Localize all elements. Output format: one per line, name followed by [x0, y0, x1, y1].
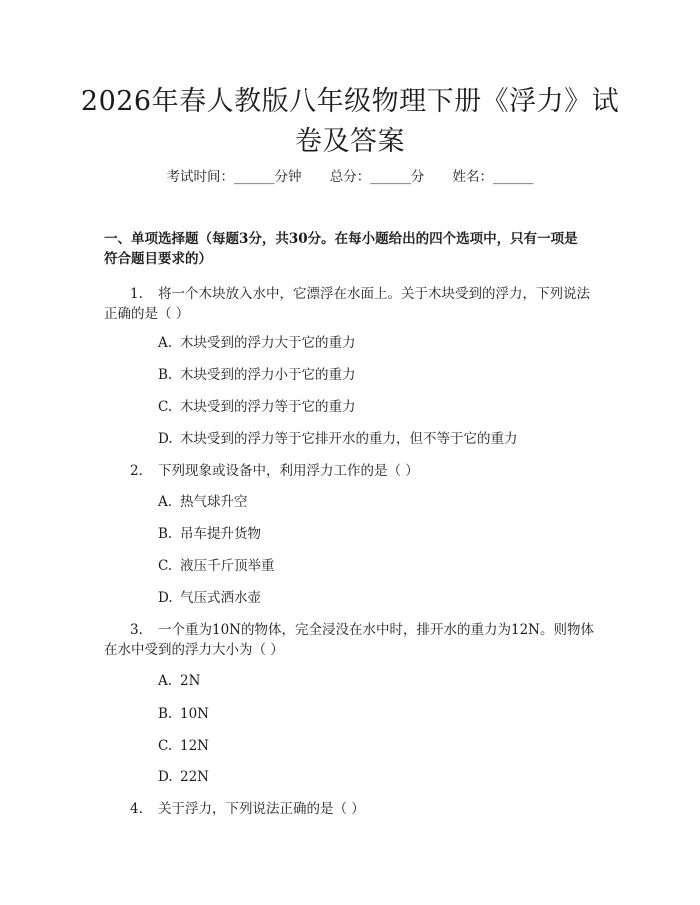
option-text: 10N: [180, 706, 209, 722]
question-2: [130, 461, 419, 481]
total-score-field: 总分：______分: [329, 169, 425, 185]
option-letter: C.: [158, 738, 173, 754]
question-number: 1.: [130, 286, 143, 302]
question-3: [130, 620, 594, 640]
option-letter: C.: [158, 558, 173, 574]
exam-title-line2: 卷及答案: [295, 126, 405, 157]
option-3c: [158, 736, 209, 756]
section-heading-line1: 一、单项选择题（每题3分，共30分。在每小题给出的四个选项中，只有一项是: [104, 231, 578, 247]
option-text: 木块受到的浮力等于它排开水的重力，但不等于它的重力: [180, 431, 518, 447]
question-number: 3.: [130, 622, 143, 638]
question-1-line2: 正确的是（ ）: [104, 306, 190, 322]
option-text: 2N: [180, 673, 201, 689]
option-3b: [158, 704, 209, 724]
option-2d: [158, 588, 261, 608]
question-number: 2.: [130, 463, 143, 479]
option-text: 液压千斤顶举重: [180, 558, 275, 574]
question-number: 4.: [130, 801, 143, 817]
option-text: 木块受到的浮力等于它的重力: [180, 399, 356, 415]
option-2a: [158, 492, 248, 512]
option-text: 木块受到的浮力小于它的重力: [180, 367, 356, 383]
exam-meta: [0, 167, 700, 187]
option-text: 木块受到的浮力大于它的重力: [180, 335, 356, 351]
question-text: 下列现象或设备中，利用浮力工作的是（ ）: [158, 463, 419, 479]
option-1c: [158, 397, 356, 417]
option-letter: D.: [158, 590, 173, 606]
option-text: 气压式洒水壶: [180, 590, 261, 606]
option-3a: [158, 671, 200, 691]
question-3-line2: 在水中受到的浮力大小为（ ）: [104, 642, 284, 658]
option-2c: [158, 556, 275, 576]
question-text: 关于浮力，下列说法正确的是（ ）: [158, 801, 365, 817]
option-letter: A.: [158, 335, 173, 351]
section-heading-line2: 符合题目要求的）: [104, 251, 212, 267]
option-letter: A.: [158, 673, 173, 689]
option-1d: [158, 429, 518, 449]
option-letter: B.: [158, 706, 173, 722]
question-text: 将一个木块放入水中，它漂浮在水面上。关于木块受到的浮力，下列说法: [158, 286, 590, 302]
option-letter: B.: [158, 526, 173, 542]
option-1a: [158, 333, 356, 353]
question-text: 一个重为10N的物体，完全浸没在水中时，排开水的重力为12N。则物体: [158, 622, 594, 638]
option-text: 12N: [180, 738, 209, 754]
option-letter: D.: [158, 431, 173, 447]
option-letter: C.: [158, 399, 173, 415]
option-text: 热气球升空: [180, 494, 248, 510]
option-2b: [158, 524, 261, 544]
option-letter: B.: [158, 367, 173, 383]
option-3d: [158, 767, 209, 787]
option-letter: A.: [158, 494, 173, 510]
exam-time-field: 考试时间：______分钟: [166, 169, 302, 185]
option-letter: D.: [158, 769, 173, 785]
question-1: [130, 284, 590, 304]
exam-title-line1: 2026年春人教版八年级物理下册《浮力》试: [80, 86, 620, 117]
name-field: 姓名：______: [452, 169, 534, 185]
option-text: 22N: [180, 769, 209, 785]
question-4: [130, 799, 365, 819]
option-1b: [158, 365, 356, 385]
option-text: 吊车提升货物: [180, 526, 261, 542]
